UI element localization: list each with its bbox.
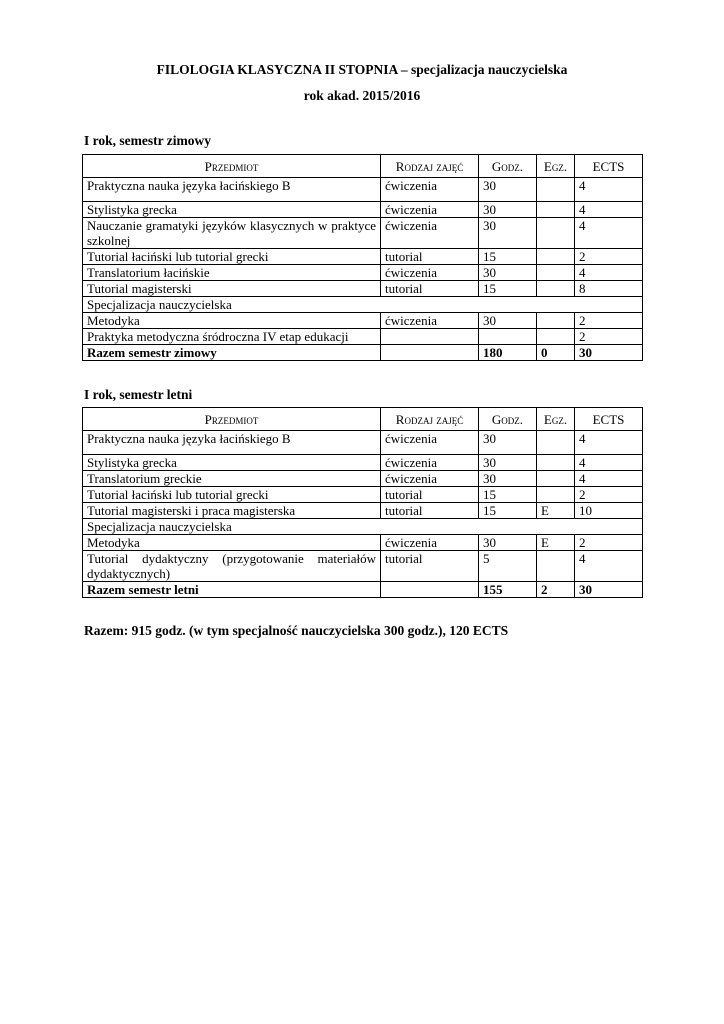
hours-cell: 30: [479, 535, 537, 551]
exam-cell: [537, 329, 575, 345]
column-header-subject: Przedmiot: [83, 155, 381, 178]
table-header-row: [83, 408, 643, 431]
ects-cell: 2: [575, 329, 643, 345]
table-header-row: [83, 155, 643, 178]
program-summary: Razem: 915 godz. (w tym specjalność nauczycielska 300 godz.), 120 ECTS: [84, 623, 509, 638]
column-header-ects: ECTS: [575, 155, 643, 178]
type-cell: ćwiczenia: [381, 471, 479, 487]
subject-cell: Nauczanie gramatyki języków klasycznych w praktyce szkolnej: [83, 218, 381, 249]
table-row: [83, 535, 643, 551]
total-ects: 30: [575, 345, 643, 361]
total-label: Razem semestr zimowy: [83, 345, 381, 361]
hours-cell: 30: [479, 218, 537, 249]
total-ects: 30: [575, 582, 643, 598]
exam-cell: [537, 249, 575, 265]
type-cell: ćwiczenia: [381, 431, 479, 455]
hours-cell: 15: [479, 249, 537, 265]
exam-cell: [537, 471, 575, 487]
exam-cell: [537, 265, 575, 281]
ects-cell: 4: [575, 218, 643, 249]
exam-cell: E: [537, 535, 575, 551]
table-row: [83, 455, 643, 471]
hours-cell: 30: [479, 455, 537, 471]
table-row: [83, 431, 643, 455]
type-cell: tutorial: [381, 487, 479, 503]
type-cell: [381, 582, 479, 598]
column-header-exam: Egz.: [537, 408, 575, 431]
exam-cell: [537, 178, 575, 202]
table-row: [83, 281, 643, 297]
type-cell: ćwiczenia: [381, 265, 479, 281]
subject-cell: Stylistyka grecka: [83, 455, 381, 471]
exam-cell: [537, 551, 575, 582]
ects-cell: 4: [575, 202, 643, 218]
table-row: [83, 178, 643, 202]
ects-cell: 10: [575, 503, 643, 519]
summer-semester-heading: I rok, semestr letni: [84, 387, 193, 402]
exam-cell: [537, 487, 575, 503]
total-hours: 155: [479, 582, 537, 598]
column-header-hours: Godz.: [479, 155, 537, 178]
subject-cell: Stylistyka grecka: [83, 202, 381, 218]
ects-cell: 4: [575, 431, 643, 455]
table-row: [83, 329, 643, 345]
column-header-hours: Godz.: [479, 408, 537, 431]
table-row: [83, 313, 643, 329]
hours-cell: 30: [479, 178, 537, 202]
ects-cell: 2: [575, 249, 643, 265]
exam-cell: [537, 218, 575, 249]
type-cell: ćwiczenia: [381, 313, 479, 329]
type-cell: tutorial: [381, 551, 479, 582]
exam-cell: [537, 281, 575, 297]
total-label: Razem semestr letni: [83, 582, 381, 598]
hours-cell: 30: [479, 431, 537, 455]
subject-cell: Translatorium greckie: [83, 471, 381, 487]
type-cell: ćwiczenia: [381, 202, 479, 218]
ects-cell: 8: [575, 281, 643, 297]
subject-cell: Praktyczna nauka języka łacińskiego B: [83, 431, 381, 455]
type-cell: tutorial: [381, 281, 479, 297]
table-row: [83, 202, 643, 218]
column-header-exam: Egz.: [537, 155, 575, 178]
exam-cell: [537, 455, 575, 471]
total-row: [83, 582, 643, 598]
subject-cell: Tutorial magisterski: [83, 281, 381, 297]
hours-cell: 15: [479, 487, 537, 503]
type-cell: [381, 345, 479, 361]
total-hours: 180: [479, 345, 537, 361]
type-cell: ćwiczenia: [381, 535, 479, 551]
column-header-subject: Przedmiot: [83, 408, 381, 431]
subject-cell: Tutorial magisterski i praca magisterska: [83, 503, 381, 519]
subject-cell: Translatorium łacińskie: [83, 265, 381, 281]
ects-cell: 4: [575, 551, 643, 582]
winter-semester-table: [82, 154, 643, 361]
ects-cell: 2: [575, 313, 643, 329]
exam-cell: [537, 431, 575, 455]
subject-cell: Praktyka metodyczna śródroczna IV etap edukacji: [83, 329, 381, 345]
total-row: [83, 345, 643, 361]
table-row: [83, 503, 643, 519]
hours-cell: 30: [479, 313, 537, 329]
specialization-row: [83, 519, 643, 535]
specialization-row: [83, 297, 643, 313]
hours-cell: 30: [479, 202, 537, 218]
table-row: [83, 249, 643, 265]
specialization-label: Specjalizacja nauczycielska: [83, 519, 643, 535]
type-cell: [381, 329, 479, 345]
subject-cell: Tutorial dydaktyczny (przygotowanie materiałów dydaktycznych): [83, 551, 381, 582]
hours-cell: 15: [479, 281, 537, 297]
column-header-type: Rodzaj zajęć: [381, 155, 479, 178]
type-cell: ćwiczenia: [381, 178, 479, 202]
total-exams: 2: [537, 582, 575, 598]
table-row: [83, 218, 643, 249]
ects-cell: 4: [575, 178, 643, 202]
hours-cell: 15: [479, 503, 537, 519]
table-row: [83, 551, 643, 582]
type-cell: ćwiczenia: [381, 455, 479, 471]
ects-cell: 4: [575, 265, 643, 281]
hours-cell: [479, 329, 537, 345]
academic-year: rok akad. 2015/2016: [303, 88, 421, 103]
exam-cell: [537, 202, 575, 218]
hours-cell: 5: [479, 551, 537, 582]
total-exams: 0: [537, 345, 575, 361]
type-cell: tutorial: [381, 503, 479, 519]
subject-cell: Tutorial łaciński lub tutorial grecki: [83, 487, 381, 503]
summer-semester-table: [82, 407, 643, 598]
ects-cell: 2: [575, 487, 643, 503]
specialization-label: Specjalizacja nauczycielska: [83, 297, 643, 313]
type-cell: tutorial: [381, 249, 479, 265]
winter-semester-heading: I rok, semestr zimowy: [84, 133, 211, 148]
subject-cell: Metodyka: [83, 313, 381, 329]
subject-cell: Metodyka: [83, 535, 381, 551]
ects-cell: 4: [575, 455, 643, 471]
hours-cell: 30: [479, 265, 537, 281]
exam-cell: E: [537, 503, 575, 519]
subject-cell: Tutorial łaciński lub tutorial grecki: [83, 249, 381, 265]
column-header-ects: ECTS: [575, 408, 643, 431]
exam-cell: [537, 313, 575, 329]
table-row: [83, 471, 643, 487]
table-row: [83, 487, 643, 503]
ects-cell: 4: [575, 471, 643, 487]
table-row: [83, 265, 643, 281]
type-cell: ćwiczenia: [381, 218, 479, 249]
column-header-type: Rodzaj zajęć: [381, 408, 479, 431]
subject-cell: Praktyczna nauka języka łacińskiego B: [83, 178, 381, 202]
ects-cell: 2: [575, 535, 643, 551]
hours-cell: 30: [479, 471, 537, 487]
document-title: FILOLOGIA KLASYCZNA II STOPNIA – specjalizacja nauczycielska: [156, 62, 568, 77]
